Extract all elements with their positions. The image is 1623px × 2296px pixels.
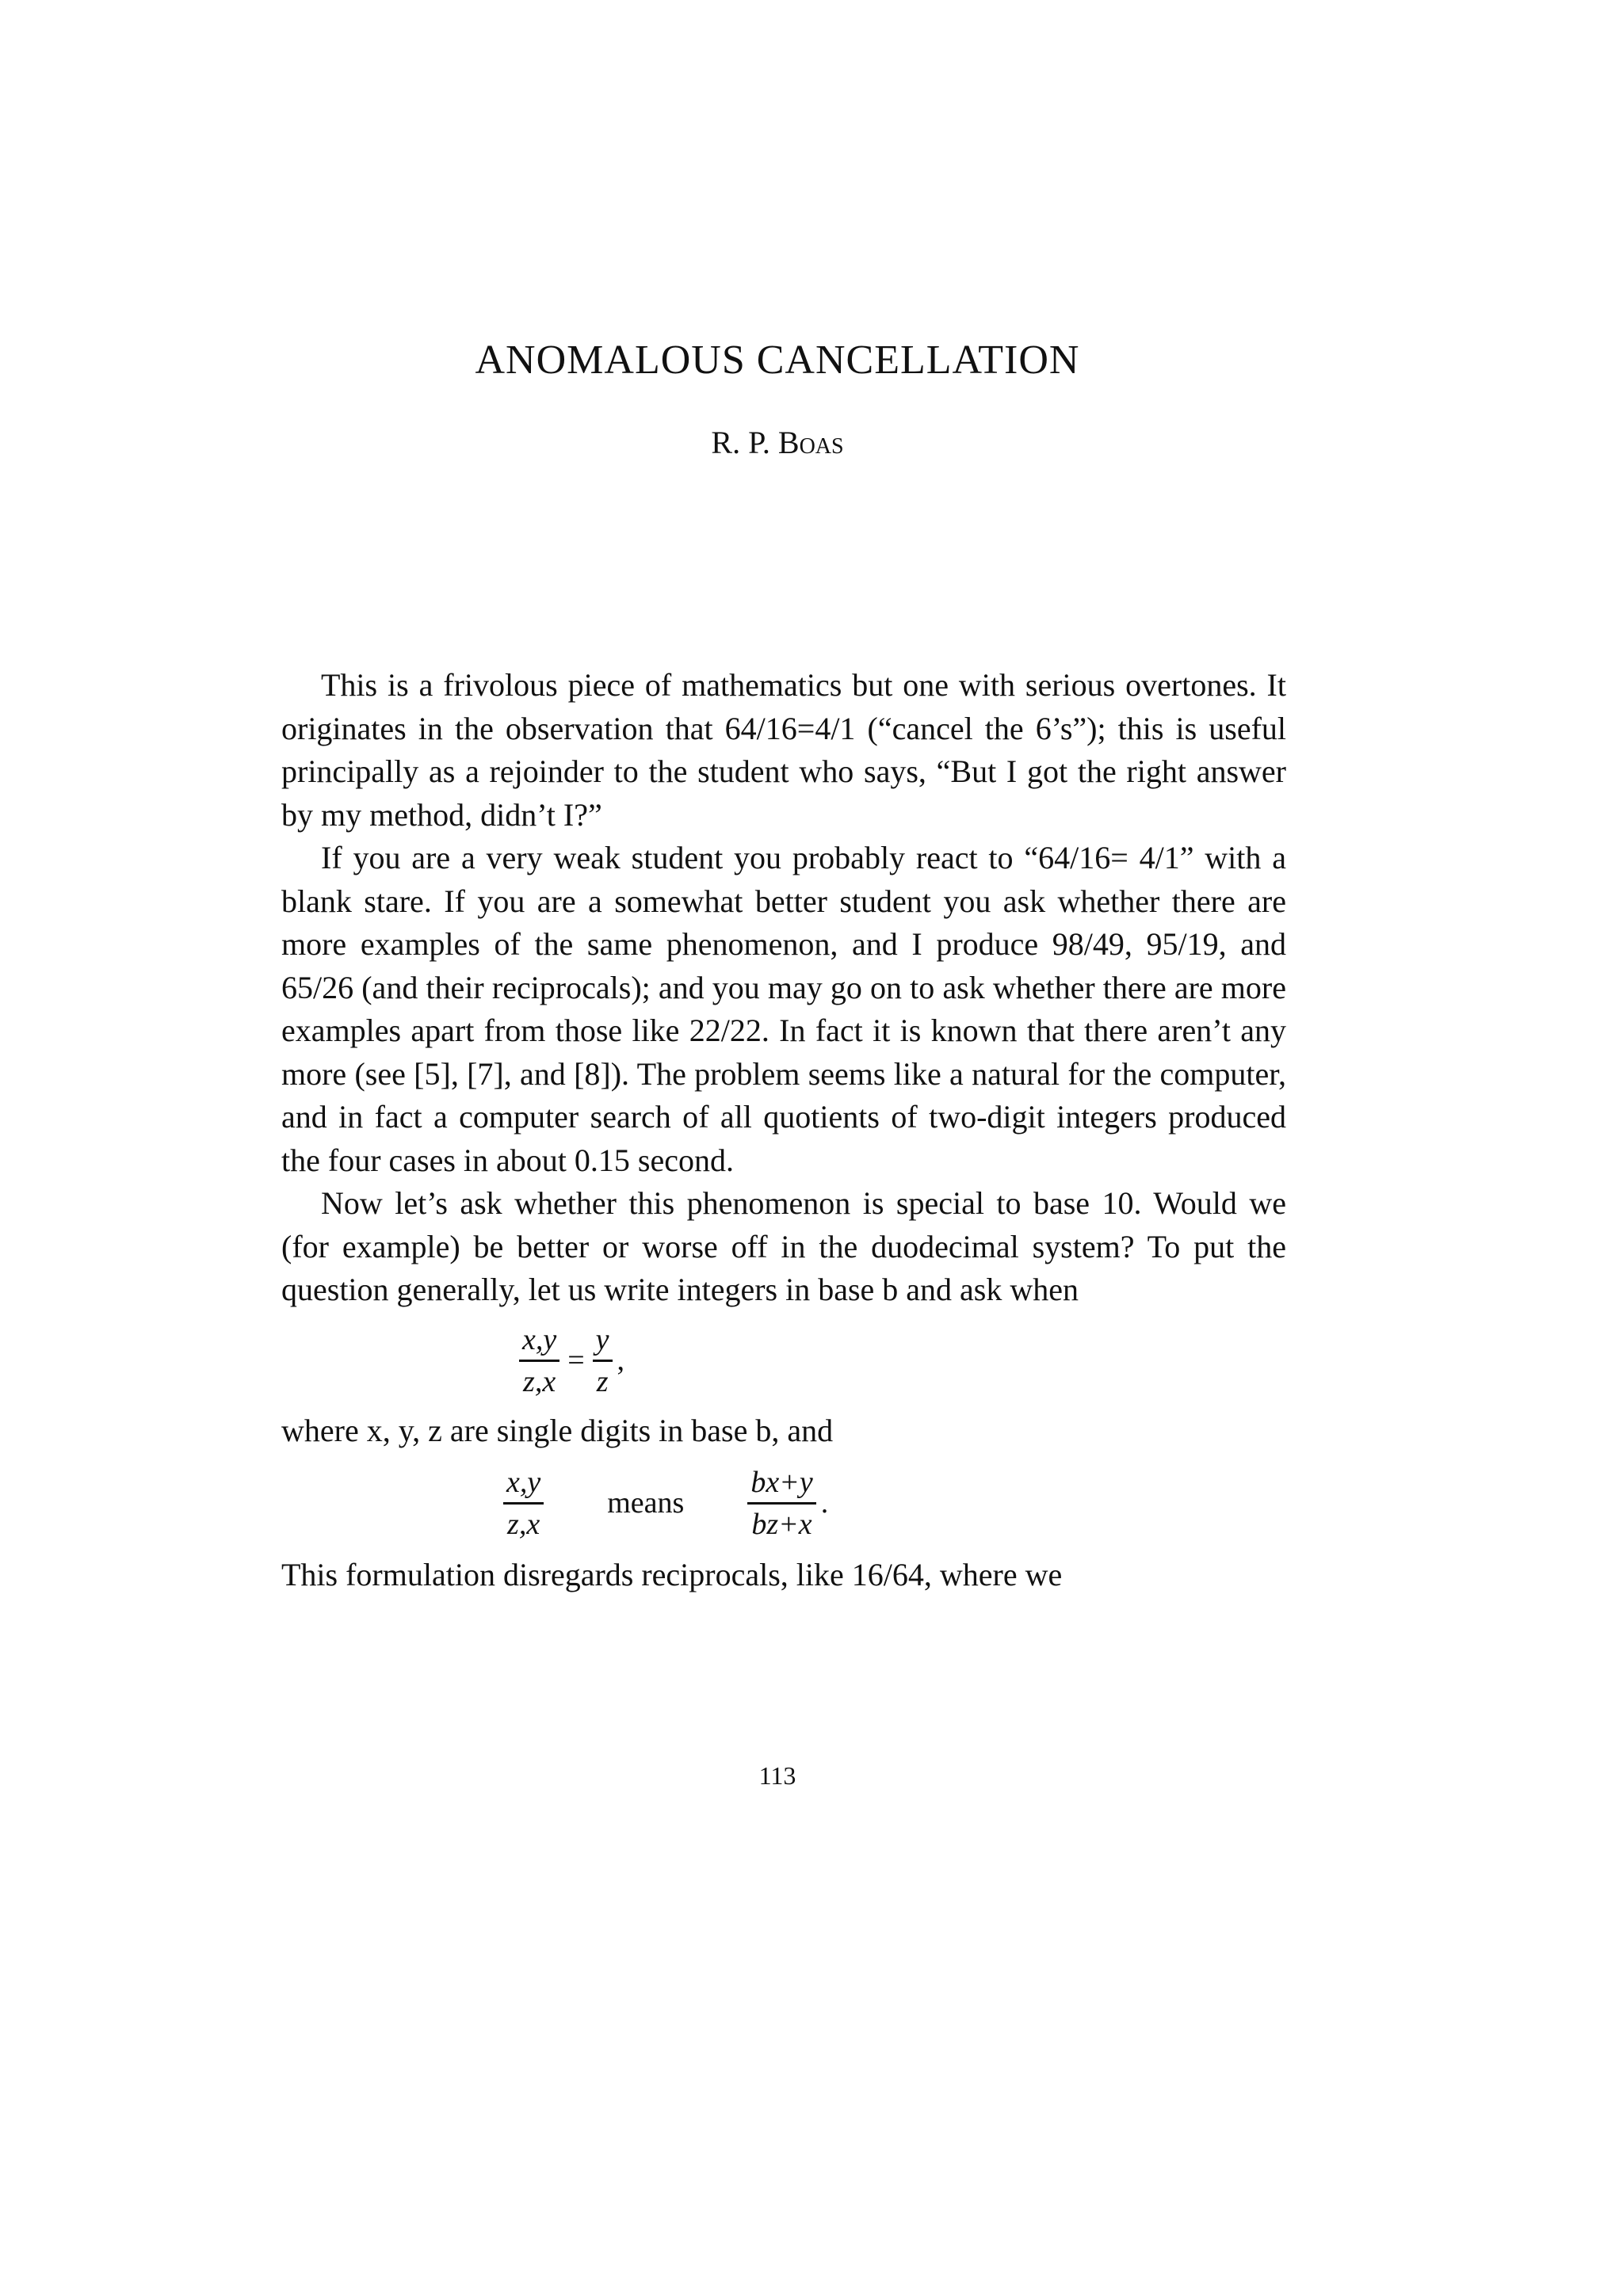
fraction-rhs xyxy=(593,1320,613,1402)
equation-definition xyxy=(503,1455,1286,1550)
fraction-denominator: z xyxy=(596,1364,609,1398)
fraction-denominator: bz+x xyxy=(751,1507,812,1541)
fraction-denominator: z,x xyxy=(523,1364,556,1398)
means-word: means xyxy=(607,1486,685,1520)
equals-sign: = xyxy=(567,1343,585,1377)
fraction-numerator: x,y xyxy=(503,1463,544,1505)
article-title: ANOMALOUS CANCELLATION xyxy=(475,338,1080,383)
article-body xyxy=(281,664,1286,1597)
paragraph-base-question: Now let’s ask whether this phenomenon is special to base 10. Would we (for example) be better or worse off in the duodecimal system? To put the question generally, let us write integers in base b and ask when xyxy=(281,1185,1286,1307)
article-author: R. P. Boas xyxy=(711,425,844,460)
fraction-lhs xyxy=(519,1320,559,1402)
fraction-numerator: y xyxy=(593,1320,613,1362)
where-line: where x, y, z are single digits in base b, and xyxy=(281,1412,834,1448)
fraction-numerator: x,y xyxy=(519,1320,559,1362)
page-number: 113 xyxy=(758,1761,796,1790)
fraction-numerator: bx+y xyxy=(747,1463,815,1505)
equation-punctuation: , xyxy=(617,1343,625,1377)
equation-cancellation xyxy=(519,1315,1286,1406)
fraction-lhs xyxy=(503,1463,544,1544)
paragraph-intro: This is a frivolous piece of mathematics but one with serious overtones. It originates in the observation that 64/16=4/1 (“cancel the 6’s”); this is useful principally as a rejoinder to the student who says, “But I got the right answer by my method, didn’t I?” xyxy=(281,667,1286,833)
closing-line: This formulation disregards reciprocals, like 16/64, where we xyxy=(281,1557,1063,1592)
equation-punctuation: . xyxy=(820,1486,829,1520)
paragraph-weak-student: If you are a very weak student you probably react to “64/16= 4/1” with a blank stare. If you are a somewhat better student you ask whether there are more examples of the same phenomenon, and I produce 98/49, 95/19, and 65/26 (and their reciprocals); and you may go on to ask whether there are more examples apart from those like 22/22. In fact it is known that there aren’t any more (see [5], [7], and [8]). The problem seems like a natural for the computer, and in fact a computer search of all quotients of two-digit integers produced the four cases in about 0.15 second. xyxy=(281,840,1286,1178)
fraction-rhs xyxy=(747,1463,815,1544)
fraction-denominator: z,x xyxy=(507,1507,540,1541)
